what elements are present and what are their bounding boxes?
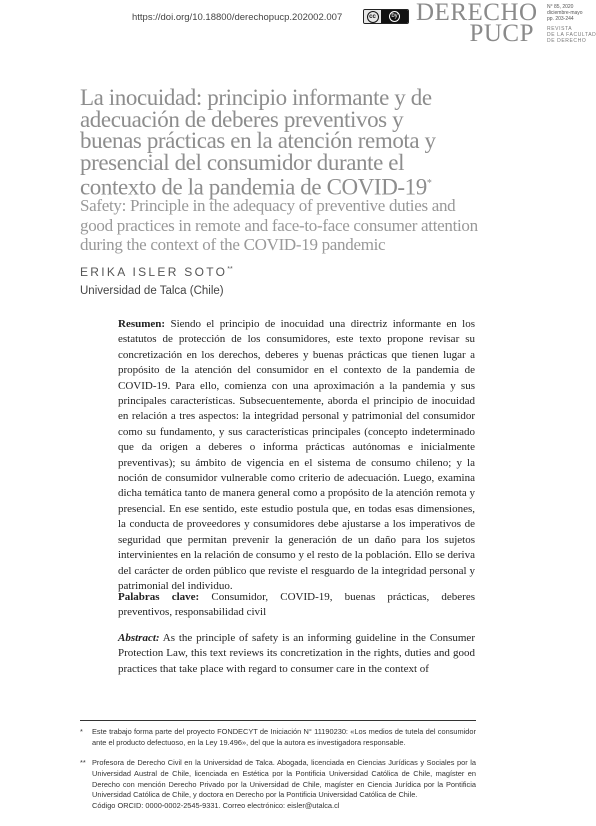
footnote-1 (80, 727, 476, 749)
journal-logo (416, 0, 538, 47)
issue-info (547, 4, 595, 44)
abstract-english (118, 631, 475, 677)
issue-pages: pp. 203-244 (547, 16, 574, 23)
footnote-divider (80, 720, 476, 721)
doi-link[interactable]: https://doi.org/10.18800/derechopucp.202002.007 (132, 12, 343, 23)
abstract-text: Siendo el principio de inocuidad una directriz informante en los estatutos de protección de los consumidores, este texto propone revisar su concretización en los derechos, deberes y buenas prácticas que tienen lugar a propósito de la atención del consumidor en el contexto de la pandemia de COVID-19. Para ello, comienza con una aproximación a la pandemia y sus principales características. Subsecuentemente, aborda el principio de inocuidad en relación a tres aspectos: la integridad personal y patrimonial del consumidor como su fundamento, y sus características principales (concepto indeterminado que da origen a deberes o informa prácticas autónomas e inicialmente preventivas); su ámbito de vigencia en el sistema de consumo chileno; y la noción de consumidor vulnerable como criterio de adecuación. Luego, examina dicha temática tanto de manera general como a propósito de la atención remota y presencial. En ese sentido, este estudio postula que, en todas esas dimensiones, la conducta de proveedores y consumidores debe ajustarse a los imperativos de seguridad que permitan prevenir la generación de un daño para los sujetos intervinientes en la relación de consumo y el resto de la población. Ello se deriva del carácter de orden público que reviste el resguardo de la integridad personal y patrimonial del individuo. (118, 318, 475, 592)
issue-number: N° 85, 2020 (547, 4, 574, 10)
footnote-mark: * (80, 727, 83, 736)
footnote-text: Este trabajo forma parte del proyecto FONDECYT de Iniciación N° 11190230: «Los medios de tutela del consumidor ante el producto defectuoso, en la Ley 19.496», del que la autora es investigadora responsable. (92, 727, 476, 747)
abstract-spanish (118, 317, 475, 594)
cc-by-license-badge[interactable] (363, 9, 409, 24)
abstract-en-text: As the principle of safety is an informing guideline in the Consumer Protection Law, this text reviews its concretization in the rights, duties and good practices that take place with regard to consumer care in the context of (118, 632, 475, 675)
orcid-email-line[interactable]: Código ORCID: 0000-0002-2545-9331. Correo electrónico: eisler@utalca.cl (92, 801, 340, 811)
journal-name-line-2: PUCP (469, 20, 534, 47)
author-affiliation: Universidad de Talca (Chile) (80, 285, 224, 297)
faculty-label: REVISTA DE LA FACULTAD DE DERECHO (547, 25, 596, 45)
footnote-mark: ** (80, 758, 86, 767)
abstract-en-label: Abstract: (118, 632, 160, 644)
footnote-2 (80, 758, 476, 812)
keywords (118, 590, 475, 621)
title-footnote-mark[interactable]: * (426, 178, 432, 189)
issue-period: diciembre-mayo (547, 10, 583, 17)
article-title-english: Safety: Principle in the adequacy of preventive duties and good practices in remote and face-to-face consumer attention during the context of the COVID-19 pandemic (80, 196, 478, 254)
by-attribution-icon: by (381, 10, 408, 23)
footnote-text: Profesora de Derecho Civil en la Universidad de Talca. Abogada, licenciada en Ciencias Jurídicas y Sociales por la Universidad Austral de Chile, licenciada en Estética por la Pontificia Universidad Católica de Chile, magíster en Derecho con mención Derecho Privado por la Universidad de Chile, magíster en Ciencia Jurídica por la Pontificia Universidad Católica de Chile, y doctora en Derecho por la Pontificia Universidad Católica de Chile. Código ORCID: 0000-0002-2545-9331. Correo electrónico: eisler@utalca.cl (92, 758, 476, 811)
article-title-spanish: La inocuidad: principio informante y de adecuación de deberes preventivos y buenas prácticas en la atención remota y presencial del consumidor durante el contexto de la pandemia de COVID-19* (80, 85, 436, 200)
keywords-label: Palabras clave: (118, 591, 200, 603)
abstract-label: Resumen: (118, 318, 166, 330)
author-name: ERIKA ISLER SOTO** (80, 265, 233, 279)
keywords-text: Consumidor, COVID-19, buenas prácticas, deberes preventivos, responsabilidad civil (118, 591, 475, 619)
journal-name-line-1: DERECHO (416, 0, 538, 26)
author-footnote-mark[interactable]: ** (227, 266, 233, 273)
cc-icon: cc (364, 10, 381, 23)
